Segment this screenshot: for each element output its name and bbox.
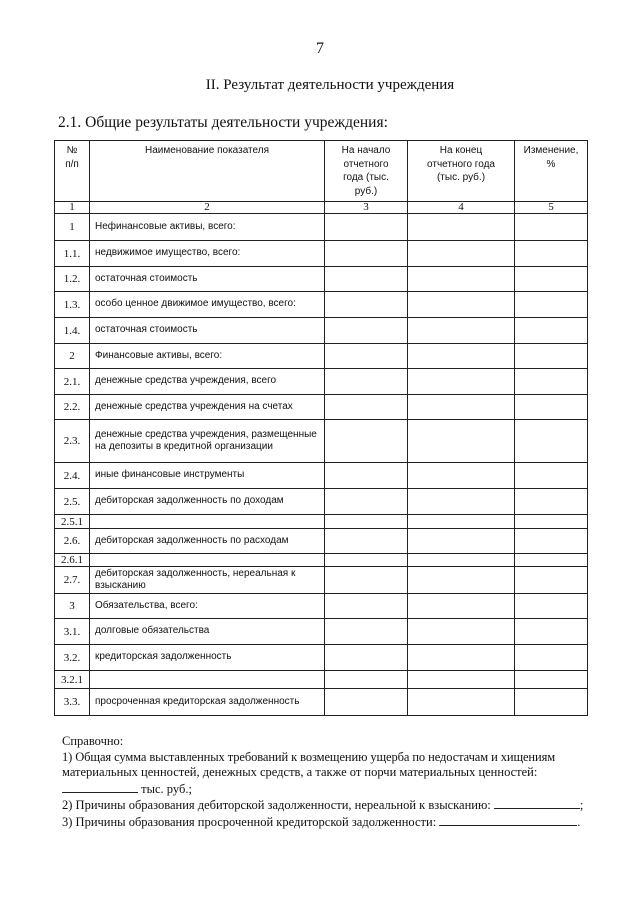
begin-value-cell[interactable] — [325, 463, 408, 489]
begin-value-cell[interactable] — [325, 671, 408, 689]
change-value-cell[interactable] — [515, 214, 588, 241]
table-row — [55, 489, 588, 515]
table-row — [55, 344, 588, 369]
table-row — [55, 267, 588, 292]
indicator-name: особо ценное движимое имущество, всего: — [90, 292, 325, 318]
table-body — [55, 214, 588, 716]
row-number: 2.2. — [55, 395, 90, 420]
change-value-cell[interactable] — [515, 594, 588, 619]
begin-value-cell[interactable] — [325, 292, 408, 318]
column-number: 2 — [90, 202, 325, 214]
indicator-name: дебиторская задолженность по расходам — [90, 529, 325, 554]
begin-value-cell[interactable] — [325, 241, 408, 267]
begin-value-cell[interactable] — [325, 529, 408, 554]
header-begin: На начало отчетного года (тыс. руб.) — [325, 141, 408, 202]
begin-value-cell[interactable] — [325, 594, 408, 619]
notes-section — [62, 734, 602, 830]
change-value-cell[interactable] — [515, 463, 588, 489]
begin-value-cell[interactable] — [325, 515, 408, 529]
change-value-cell[interactable] — [515, 645, 588, 671]
row-number: 2.7. — [55, 567, 90, 594]
indicator-name: остаточная стоимость — [90, 267, 325, 292]
change-value-cell[interactable] — [515, 671, 588, 689]
table-row — [55, 515, 588, 529]
table-row — [55, 689, 588, 716]
end-value-cell[interactable] — [408, 420, 515, 463]
fill-in-blank[interactable] — [439, 814, 577, 826]
begin-value-cell[interactable] — [325, 318, 408, 344]
end-value-cell[interactable] — [408, 292, 515, 318]
change-value-cell[interactable] — [515, 369, 588, 395]
end-value-cell[interactable] — [408, 619, 515, 645]
end-value-cell[interactable] — [408, 318, 515, 344]
table-row — [55, 594, 588, 619]
indicator-name: дебиторская задолженность, нереальная к взысканию — [90, 567, 325, 594]
table-row — [55, 420, 588, 463]
row-number: 1.3. — [55, 292, 90, 318]
row-number: 2.6.1 — [55, 554, 90, 567]
begin-value-cell[interactable] — [325, 489, 408, 515]
change-value-cell[interactable] — [515, 395, 588, 420]
table-row — [55, 369, 588, 395]
row-number: 3.3. — [55, 689, 90, 716]
table-row — [55, 567, 588, 594]
begin-value-cell[interactable] — [325, 395, 408, 420]
begin-value-cell[interactable] — [325, 214, 408, 241]
end-value-cell[interactable] — [408, 515, 515, 529]
indicator-name: Нефинансовые активы, всего: — [90, 214, 325, 241]
begin-value-cell[interactable] — [325, 267, 408, 292]
indicator-name: денежные средства учреждения на счетах — [90, 395, 325, 420]
row-number: 3.2. — [55, 645, 90, 671]
change-value-cell[interactable] — [515, 489, 588, 515]
change-value-cell[interactable] — [515, 619, 588, 645]
header-end: На конец отчетного года (тыс. руб.) — [408, 141, 515, 202]
results-table — [54, 140, 588, 716]
notes-item-3 — [62, 814, 602, 831]
notes-item-1-line-1: 1) Общая сумма выставленных требований к возмещению ущерба по недостачам и хищениям — [62, 749, 556, 764]
indicator-name: Обязательства, всего: — [90, 594, 325, 619]
end-value-cell[interactable] — [408, 241, 515, 267]
row-number: 3 — [55, 594, 90, 619]
row-number: 2.3. — [55, 420, 90, 463]
column-number: 3 — [325, 202, 408, 214]
begin-value-cell[interactable] — [325, 567, 408, 594]
section-title: II. Результат деятельности учреждения — [205, 77, 455, 93]
change-value-cell[interactable] — [515, 689, 588, 716]
table-row — [55, 241, 588, 267]
change-value-cell[interactable] — [515, 554, 588, 567]
begin-value-cell[interactable] — [325, 554, 408, 567]
row-number: 3.2.1 — [55, 671, 90, 689]
indicator-name: долговые обязательства — [90, 619, 325, 645]
indicator-name — [90, 554, 325, 567]
table-row — [55, 671, 588, 689]
indicator-name: недвижимое имущество, всего: — [90, 241, 325, 267]
indicator-name: кредиторская задолженность — [90, 645, 325, 671]
end-value-cell[interactable] — [408, 645, 515, 671]
column-number-row — [55, 202, 588, 214]
subsection-title: 2.1. Общие результаты деятельности учреждения: — [58, 114, 388, 131]
row-number: 3.1. — [55, 619, 90, 645]
table-row — [55, 292, 588, 318]
row-number: 1 — [55, 214, 90, 241]
change-value-cell[interactable] — [515, 241, 588, 267]
indicator-name: денежные средства учреждения, всего — [90, 369, 325, 395]
end-value-cell[interactable] — [408, 463, 515, 489]
end-value-cell[interactable] — [408, 671, 515, 689]
notes-item-1-line-3 — [62, 781, 602, 798]
table-row — [55, 395, 588, 420]
end-value-cell[interactable] — [408, 489, 515, 515]
row-number: 2.5.1 — [55, 515, 90, 529]
begin-value-cell[interactable] — [325, 619, 408, 645]
end-value-cell[interactable] — [408, 369, 515, 395]
row-number: 2.5. — [55, 489, 90, 515]
column-number: 5 — [515, 202, 588, 214]
end-value-cell[interactable] — [408, 267, 515, 292]
indicator-name — [90, 671, 325, 689]
indicator-name: иные финансовые инструменты — [90, 463, 325, 489]
end-value-cell[interactable] — [408, 554, 515, 567]
begin-value-cell[interactable] — [325, 689, 408, 716]
notes-item-1-line-2: материальных ценностей, денежных средств, а также от порчи материальных ценностей: — [62, 765, 538, 779]
change-value-cell[interactable] — [515, 318, 588, 344]
table-row — [55, 619, 588, 645]
page-number: 7 — [316, 40, 324, 57]
indicator-name: просроченная кредиторская задолженность — [90, 689, 325, 716]
end-value-cell[interactable] — [408, 395, 515, 420]
begin-value-cell[interactable] — [325, 420, 408, 463]
fill-in-blank[interactable] — [62, 781, 138, 793]
header-change: Изменение, % — [515, 141, 588, 202]
notes-heading: Справочно: — [62, 734, 124, 748]
change-value-cell[interactable] — [515, 420, 588, 463]
row-number: 2.4. — [55, 463, 90, 489]
table-row — [55, 554, 588, 567]
row-number: 1.2. — [55, 267, 90, 292]
begin-value-cell[interactable] — [325, 369, 408, 395]
end-value-cell[interactable] — [408, 689, 515, 716]
row-number: 1.1. — [55, 241, 90, 267]
header-name: Наименование показателя — [90, 141, 325, 202]
change-value-cell[interactable] — [515, 344, 588, 369]
change-value-cell[interactable] — [515, 567, 588, 594]
table-row — [55, 529, 588, 554]
header-num: № п/п — [55, 141, 90, 202]
change-value-cell[interactable] — [515, 529, 588, 554]
fill-in-blank[interactable] — [494, 797, 580, 809]
change-value-cell[interactable] — [515, 292, 588, 318]
notes-item-2-text: 2) Причины образования дебиторской задолженности, нереальной к взысканию: — [62, 798, 491, 812]
indicator-name: остаточная стоимость — [90, 318, 325, 344]
begin-value-cell[interactable] — [325, 344, 408, 369]
change-value-cell[interactable] — [515, 515, 588, 529]
end-value-cell[interactable] — [408, 594, 515, 619]
row-number: 1.4. — [55, 318, 90, 344]
notes-item-2-end: ; — [579, 798, 584, 812]
table-row — [55, 463, 588, 489]
indicator-name: Финансовые активы, всего: — [90, 344, 325, 369]
indicator-name: денежные средства учреждения, размещенные на депозиты в кредитной организации — [90, 420, 325, 463]
column-number: 4 — [408, 202, 515, 214]
end-value-cell[interactable] — [408, 567, 515, 594]
table-header-row — [55, 141, 588, 202]
begin-value-cell[interactable] — [325, 645, 408, 671]
row-number: 2 — [55, 344, 90, 369]
end-value-cell[interactable] — [408, 214, 515, 241]
change-value-cell[interactable] — [515, 267, 588, 292]
notes-item-3-end: . — [577, 814, 581, 829]
table-row — [55, 214, 588, 241]
notes-item-2 — [62, 797, 602, 814]
notes-unit: тыс. руб.; — [141, 781, 192, 796]
end-value-cell[interactable] — [408, 344, 515, 369]
indicator-name: дебиторская задолженность по доходам — [90, 489, 325, 515]
notes-item-3-text: 3) Причины образования просроченной кредиторской задолженности: — [62, 814, 437, 829]
column-number: 1 — [55, 202, 90, 214]
row-number: 2.6. — [55, 529, 90, 554]
row-number: 2.1. — [55, 369, 90, 395]
end-value-cell[interactable] — [408, 529, 515, 554]
indicator-name — [90, 515, 325, 529]
table-row — [55, 318, 588, 344]
table-row — [55, 645, 588, 671]
